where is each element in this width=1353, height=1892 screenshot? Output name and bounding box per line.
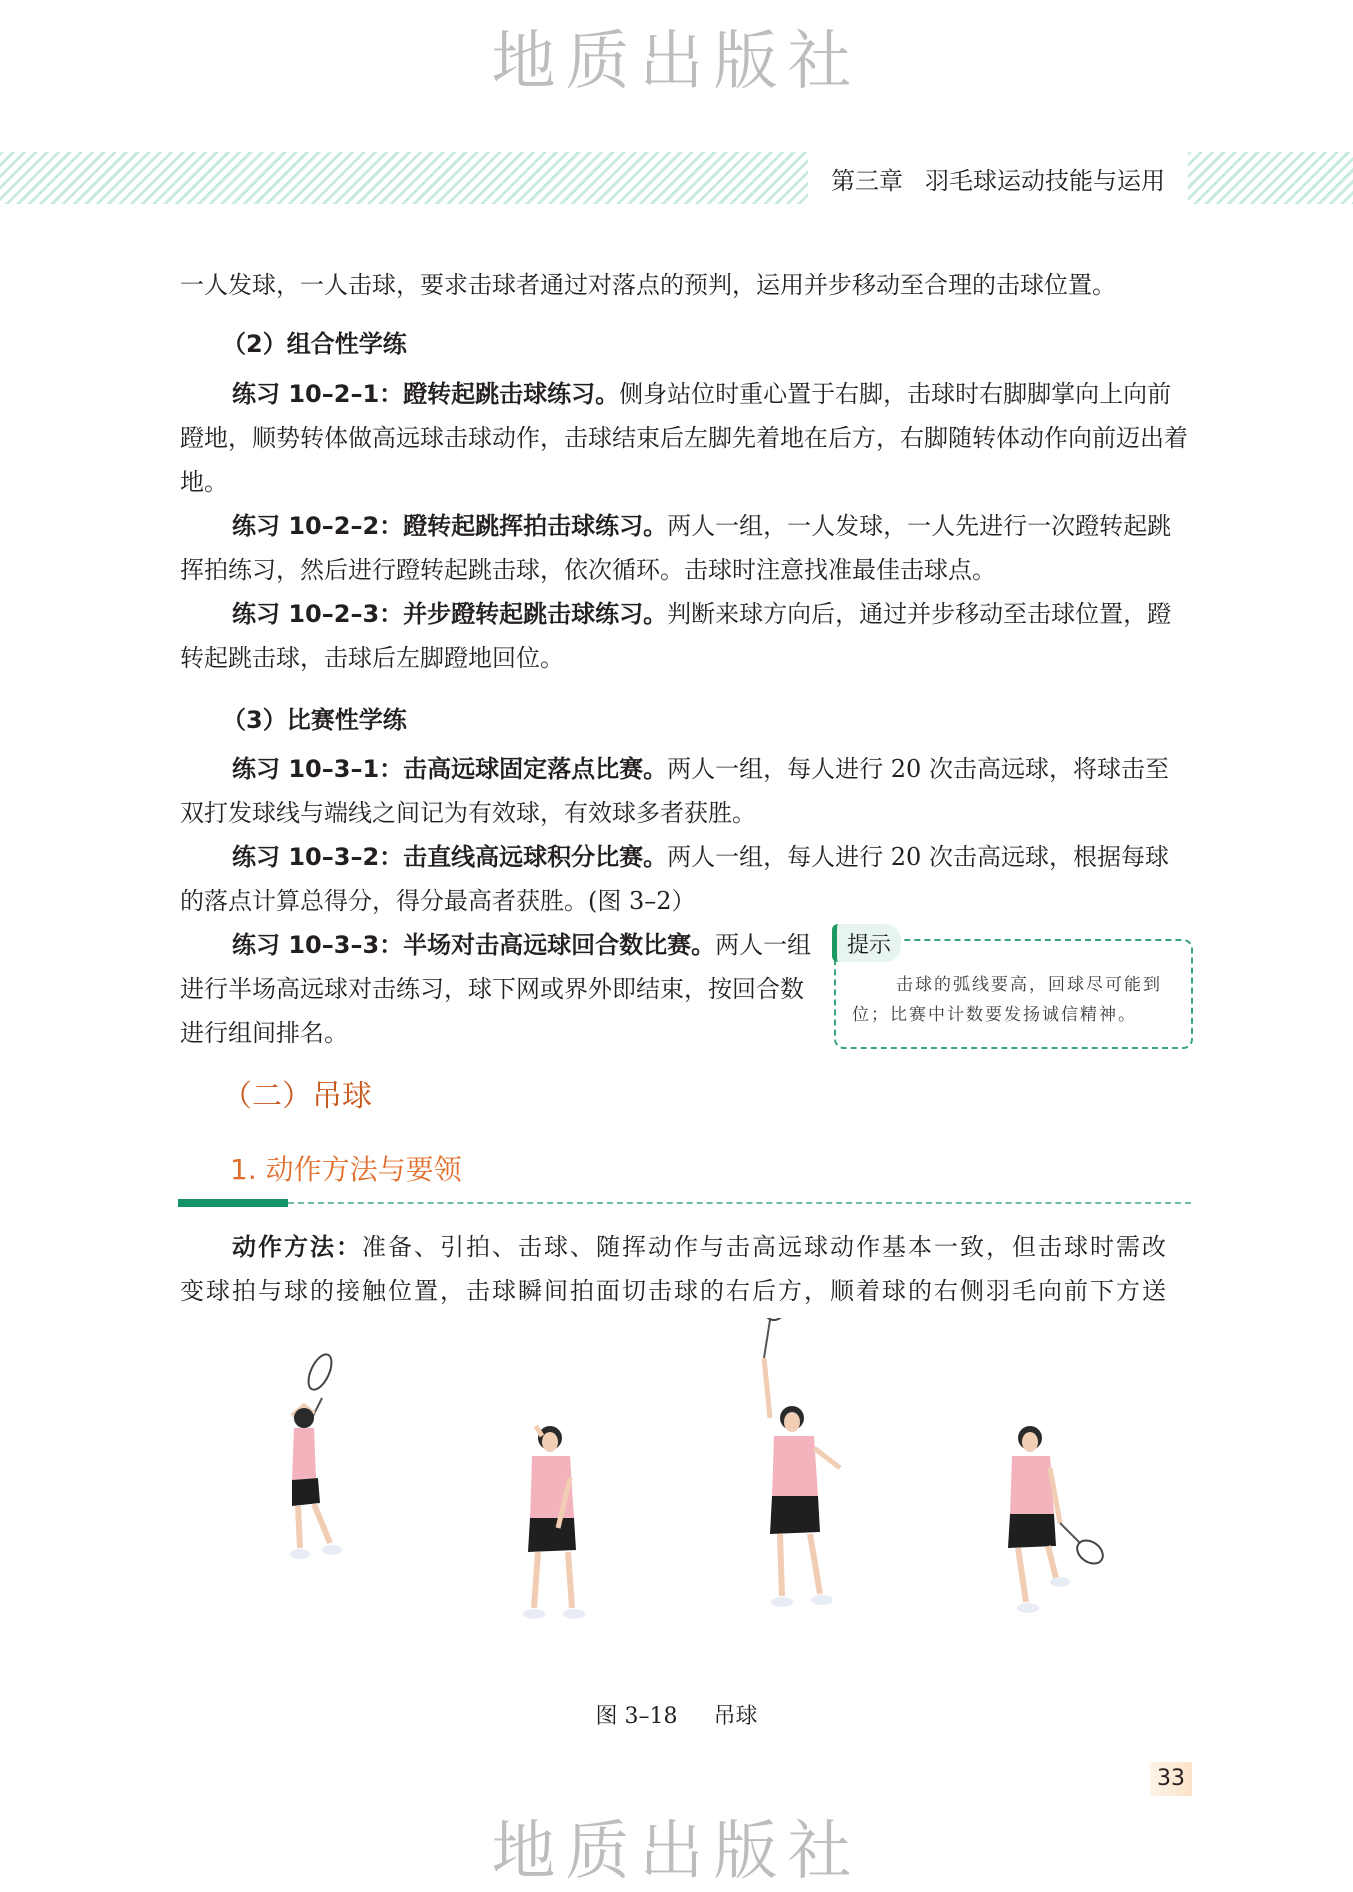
exercise-title: 练习 10–3–1：击高远球固定落点比赛。 xyxy=(232,755,668,783)
tip-label: 提示 xyxy=(832,924,901,962)
page-number: 33 xyxy=(1150,1762,1192,1796)
exercise-text: 两人一组，每人进行 20 次击高远球，根据每球的落点计算总得分，得分最高者获胜。(图 3–2） xyxy=(180,843,1169,915)
exercise-10-3-3 xyxy=(180,923,820,1055)
tip-text: 击球的弧线要高，回球尽可能到位；比赛中计数要发扬诚信精神。 xyxy=(852,975,1162,1025)
heading-rule-dashed xyxy=(288,1202,1191,1204)
exercise-10-2-1 xyxy=(180,372,1190,504)
exercise-title: 练习 10–3–2：击直线高远球积分比赛。 xyxy=(232,843,668,871)
exercise-10-2-2 xyxy=(180,504,1190,592)
exercise-title: 练习 10–2–3：并步蹬转起跳击球练习。 xyxy=(232,600,668,628)
exercise-10-2-3 xyxy=(180,592,1190,680)
watermark-top: 地质出版社 xyxy=(491,25,862,99)
pose-4-illustration xyxy=(1008,1426,1107,1613)
match-heading: （3）比赛性学练 xyxy=(222,706,407,734)
figure-title: 吊球 xyxy=(713,1704,758,1729)
section-heading: （二）吊球 xyxy=(222,1079,372,1114)
exercise-text: 两人一组，每人进行 20 次击高远球，将球击至双打发球线与端线之间记为有效球，有效球多者获胜。 xyxy=(180,755,1169,827)
exercise-10-3-2 xyxy=(180,835,1190,923)
watermark-bottom: 地质出版社 xyxy=(491,1815,862,1889)
subsection-heading: 1. 动作方法与要领 xyxy=(230,1153,462,1186)
exercise-text: 判断来球方向后，通过并步移动至击球位置，蹬转起跳击球，击球后左脚蹬地回位。 xyxy=(180,600,1172,672)
exercise-text: 侧身站位时重心置于右脚，击球时右脚脚掌向上向前蹬地，顺势转体做高远球击球动作，击球结束后左脚先着地在后方，右脚随转体动作向前迈出着地。 xyxy=(180,380,1188,496)
running-header xyxy=(808,152,1188,204)
intro-paragraph: 一人发球，一人击球，要求击球者通过对落点的预判，运用并步移动至合理的击球位置。 xyxy=(180,271,1116,299)
exercise-text: 两人一组，一人发球，一人先进行一次蹬转起跳挥拍练习，然后进行蹬转起跳击球，依次循环。击球时注意找准最佳击球点。 xyxy=(180,512,1172,584)
exercise-title: 练习 10–3–3：半场对击高远球回合数比赛。 xyxy=(232,931,716,959)
heading-rule-solid xyxy=(178,1199,288,1207)
exercise-10-3-1 xyxy=(180,747,1190,835)
pose-2-illustration xyxy=(523,1426,585,1619)
exercise-title: 练习 10–2–2：蹬转起跳挥拍击球练习。 xyxy=(232,512,668,540)
method-paragraph xyxy=(180,1225,1190,1313)
method-text: 准备、引拍、击球、随挥动作与击高远球动作基本一致，但击球时需改变球拍与球的接触位置，击球瞬间拍面切击球的右后方，顺着球的右侧羽毛向前下方送 xyxy=(180,1233,1168,1305)
pose-3-illustration xyxy=(760,1318,840,1607)
figure-number: 图 3–18 xyxy=(595,1704,678,1729)
combo-heading: （2）组合性学练 xyxy=(222,330,407,358)
pose-1-illustration xyxy=(290,1351,342,1559)
chapter-number: 第三章 xyxy=(831,166,903,195)
chapter-title: 羽毛球运动技能与运用 xyxy=(925,166,1165,195)
drop-shot-figure xyxy=(280,1318,1120,1688)
figure-caption xyxy=(0,1699,1353,1730)
exercise-title: 练习 10–2–1：蹬转起跳击球练习。 xyxy=(232,380,620,408)
exercise-text: 两人一组进行半场高远球对击练习，球下网或界外即结束，按回合数进行组间排名。 xyxy=(180,931,812,1047)
method-label: 动作方法： xyxy=(232,1233,362,1261)
